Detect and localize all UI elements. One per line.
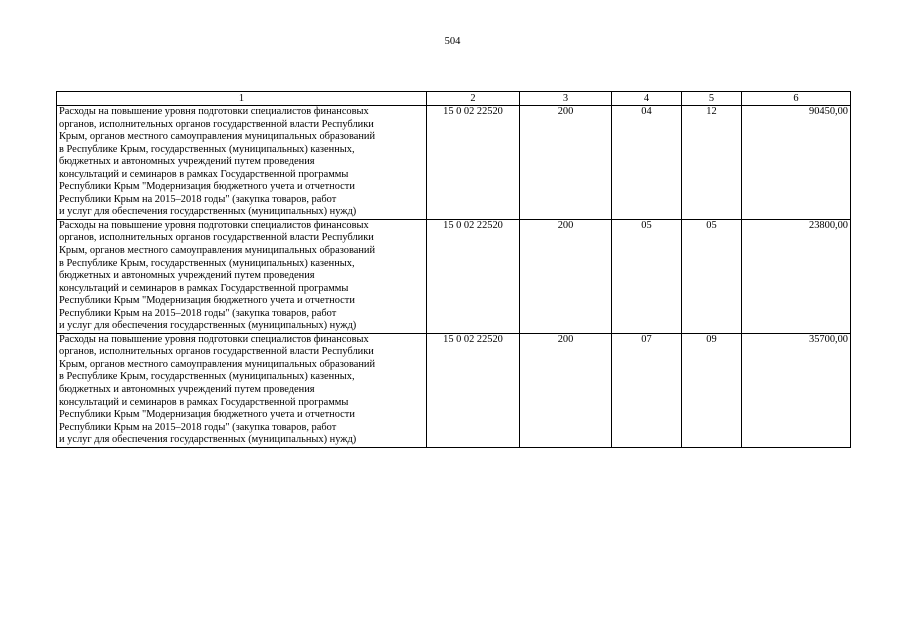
row-subsection: 09 [682, 333, 742, 447]
row-target-code: 15 0 02 22520 [427, 106, 520, 220]
description-line: Расходы на повышение уровня подготовки специалистов финансовых [59, 106, 369, 117]
description-line: и услуг для обеспечения государственных (муниципальных) нужд) [59, 434, 357, 446]
table-header-row [57, 92, 851, 106]
description-line: Республики Крым "Модернизация бюджетного учета и отчетности [59, 409, 355, 421]
description-line: бюджетных и автономных учреждений путем проведения [59, 384, 315, 396]
row-description [57, 333, 427, 447]
description-line: в Республике Крым, государственных (муниципальных) казенных, [59, 143, 355, 155]
row-target-code: 15 0 02 22520 [427, 219, 520, 333]
column-header-1: 1 [57, 92, 427, 106]
description-line: органов, исполнительных органов государственной власти Республики [59, 232, 374, 244]
description-line: консультаций и семинаров в рамках Государственной программы [59, 168, 349, 180]
row-target-code: 15 0 02 22520 [427, 333, 520, 447]
table-row [57, 106, 851, 220]
column-header-6: 6 [742, 92, 851, 106]
column-header-3: 3 [520, 92, 612, 106]
table-row [57, 333, 851, 447]
row-section: 07 [612, 333, 682, 447]
description-line: органов, исполнительных органов государственной власти Республики [59, 118, 374, 130]
description-line: Крым, органов местного самоуправления муниципальных образований [59, 358, 376, 370]
description-line: Республики Крым "Модернизация бюджетного учета и отчетности [59, 295, 355, 307]
description-line: и услуг для обеспечения государственных (муниципальных) нужд) [59, 320, 357, 332]
description-line: Расходы на повышение уровня подготовки специалистов финансовых [59, 333, 369, 345]
description-line: бюджетных и автономных учреждений путем проведения [59, 156, 315, 168]
description-line: бюджетных и автономных учреждений путем проведения [59, 270, 315, 282]
description-line: органов, исполнительных органов государственной власти Республики [59, 346, 374, 358]
row-expense-type: 200 [520, 333, 612, 447]
description-line: консультаций и семинаров в рамках Государственной программы [59, 282, 349, 294]
row-section: 05 [612, 219, 682, 333]
row-subsection: 05 [682, 219, 742, 333]
row-subsection: 12 [682, 106, 742, 220]
description-line: Республики Крым на 2015–2018 годы" (закупка товаров, работ [59, 307, 337, 319]
description-line: Расходы на повышение уровня подготовки специалистов финансовых [59, 219, 369, 231]
row-amount: 35700,00 [742, 333, 851, 447]
column-header-5: 5 [682, 92, 742, 106]
description-line: консультаций и семинаров в рамках Государственной программы [59, 396, 349, 408]
row-expense-type: 200 [520, 106, 612, 220]
row-description [57, 219, 427, 333]
description-line: Республики Крым на 2015–2018 годы" (закупка товаров, работ [59, 421, 337, 433]
budget-table [56, 91, 851, 448]
description-line: Крым, органов местного самоуправления муниципальных образований [59, 131, 376, 143]
row-section: 04 [612, 106, 682, 220]
description-line: Республики Крым на 2015–2018 годы" (закупка товаров, работ [59, 193, 337, 205]
column-header-4: 4 [612, 92, 682, 106]
description-line: Республики Крым "Модернизация бюджетного учета и отчетности [59, 181, 355, 193]
row-expense-type: 200 [520, 219, 612, 333]
description-line: и услуг для обеспечения государственных (муниципальных) нужд) [59, 206, 357, 218]
row-amount: 90450,00 [742, 106, 851, 220]
row-amount: 23800,00 [742, 219, 851, 333]
description-line: Крым, органов местного самоуправления муниципальных образований [59, 245, 376, 257]
description-line: в Республике Крым, государственных (муниципальных) казенных, [59, 257, 355, 269]
description-line: в Республике Крым, государственных (муниципальных) казенных, [59, 371, 355, 383]
row-description [57, 106, 427, 220]
column-header-2: 2 [427, 92, 520, 106]
table-row [57, 219, 851, 333]
page-number: 504 [444, 36, 461, 47]
